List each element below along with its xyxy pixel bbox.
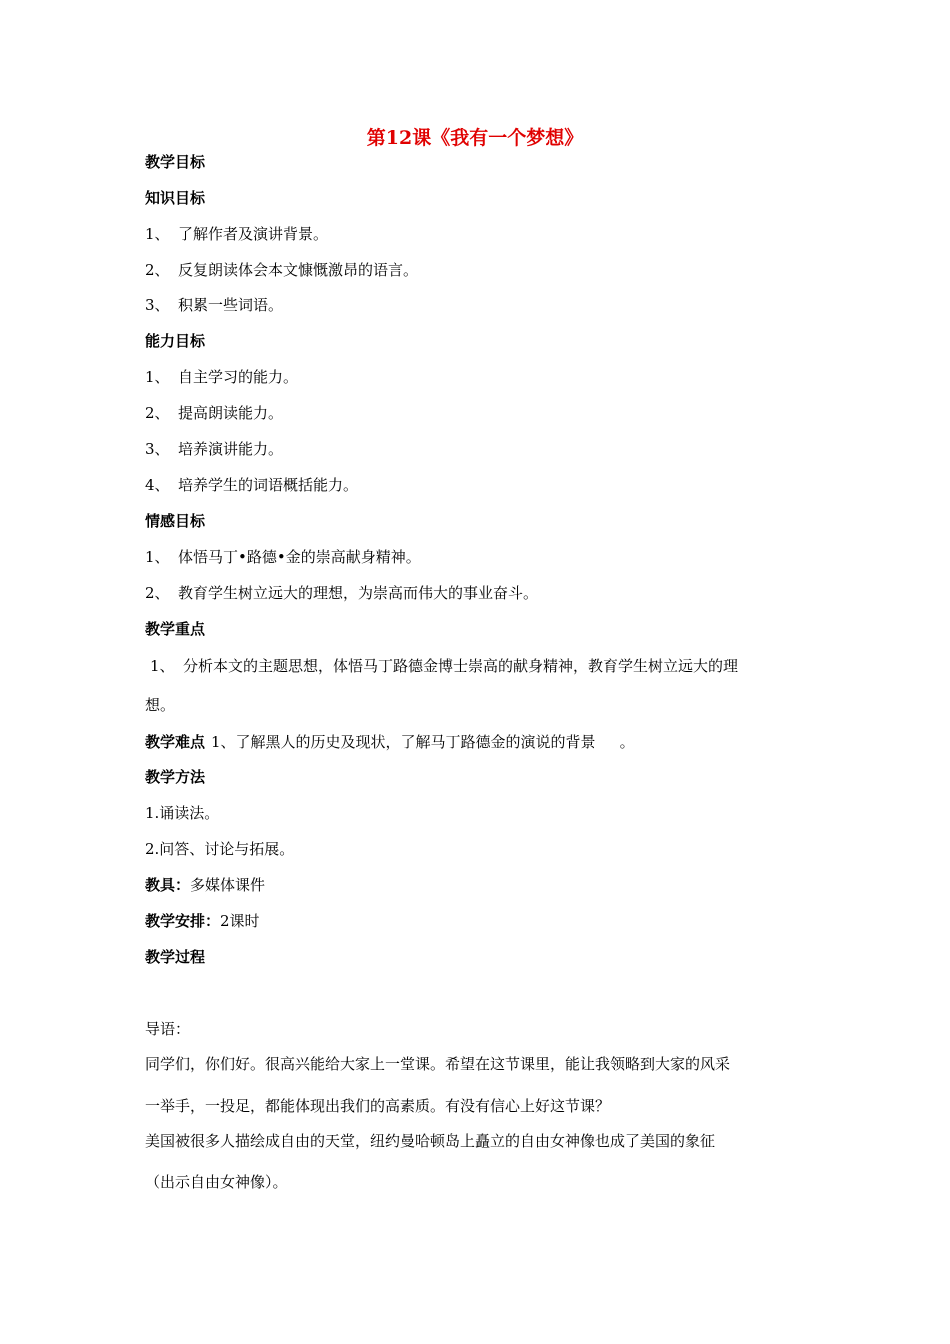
list-number: 1、 [145, 225, 170, 243]
page-title: 第12课《我有一个梦想》 [366, 127, 584, 149]
list-text: 了解作者及演讲背景。 [178, 225, 329, 243]
list-number: 4、 [145, 476, 170, 494]
key-point-text: 分析本文的主题思想，体悟马丁路德金博士崇高的献身精神，教育学生树立远大的理 [183, 657, 739, 675]
list-item [145, 295, 283, 315]
list-number: 1、 [145, 548, 170, 566]
list-text: 提高朗读能力。 [178, 404, 284, 422]
list-text: 体悟马丁•路德•金的崇高献身精神。 [178, 548, 421, 566]
list-item [145, 224, 328, 244]
key-point-line-1 [150, 656, 738, 676]
list-item [145, 583, 538, 603]
list-item [145, 475, 358, 495]
list-item [145, 403, 283, 423]
list-text: 教育学生树立远大的理想，为崇高而伟大的事业奋斗。 [178, 584, 539, 602]
list-number: 3、 [145, 296, 170, 314]
list-number: 2、 [145, 261, 170, 279]
intro-paragraph-line: 一举手，一投足，都能体现出我们的高素质。有没有信心上好这节课？ [145, 1097, 611, 1115]
schedule-line [145, 911, 260, 931]
list-number: 1、 [145, 368, 170, 386]
difficulty-end: 。 [619, 733, 635, 751]
intro-paragraph-line: （出示自由女神像）。 [145, 1173, 288, 1191]
schedule-text: 2课时 [220, 912, 260, 930]
heading-ability-goals: 能力目标 [145, 332, 206, 350]
heading-methods: 教学方法 [145, 768, 206, 786]
method-item: 1.诵读法。 [145, 804, 220, 822]
heading-key-points: 教学重点 [145, 620, 206, 638]
intro-label: 导语： [145, 1020, 191, 1038]
list-text: 反复朗读体会本文慷慨激昂的语言。 [178, 261, 419, 279]
method-item: 2.问答、讨论与拓展。 [145, 840, 295, 858]
tools-label: 教具： [145, 876, 191, 894]
difficulty-text: 1、了解黑人的历史及现状，了解马丁路德金的演说的背景 [211, 733, 596, 751]
list-item [145, 260, 418, 280]
list-text: 积累一些词语。 [178, 296, 284, 314]
heading-knowledge-goals: 知识目标 [145, 189, 206, 207]
list-text: 培养学生的词语概括能力。 [178, 476, 359, 494]
difficulty-label: 教学难点 [145, 733, 206, 751]
key-point-line-2: 想。 [145, 696, 176, 714]
intro-paragraph-line: 美国被很多人描绘成自由的天堂，纽约曼哈顿岛上矗立的自由女神像也成了美国的象征 [145, 1132, 716, 1150]
difficulty-line [145, 732, 635, 752]
list-number: 3、 [145, 440, 170, 458]
heading-process: 教学过程 [145, 948, 206, 966]
list-item [145, 367, 298, 387]
tools-line [145, 875, 265, 895]
list-item [145, 439, 283, 459]
tools-text: 多媒体课件 [190, 876, 266, 894]
list-text: 培养演讲能力。 [178, 440, 284, 458]
list-number: 2、 [145, 404, 170, 422]
list-number: 2、 [145, 584, 170, 602]
intro-paragraph-line: 同学们，你们好。很高兴能给大家上一堂课。希望在这节课里，能让我领略到大家的风采 [145, 1055, 731, 1073]
list-item [145, 547, 421, 567]
schedule-label: 教学安排： [145, 912, 221, 930]
heading-teaching-goals: 教学目标 [145, 153, 206, 171]
list-text: 自主学习的能力。 [178, 368, 299, 386]
heading-emotion-goals: 情感目标 [145, 512, 206, 530]
list-number: 1、 [150, 657, 175, 675]
